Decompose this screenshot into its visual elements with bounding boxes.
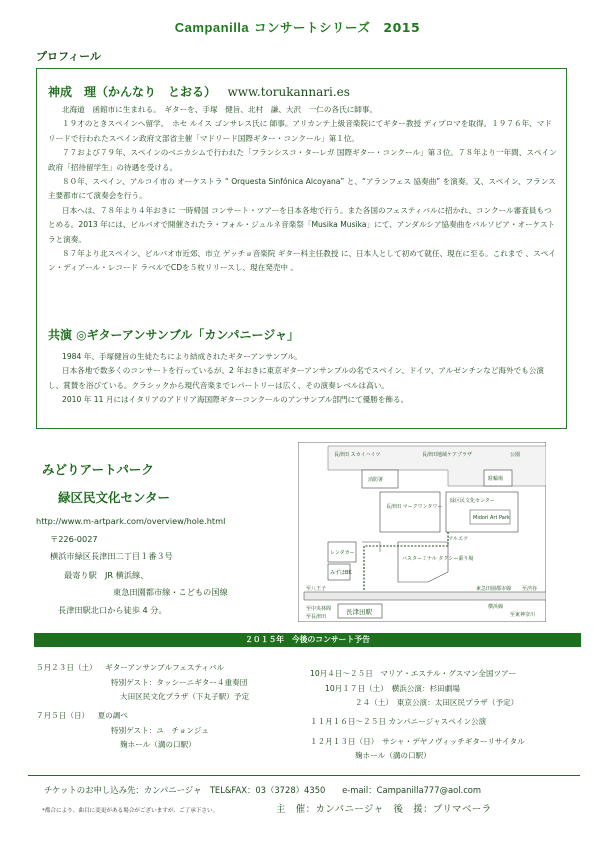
event-detail: 麹ホール（溝の口駅） [355,751,431,760]
map-label: 長津田駅 [346,608,372,616]
event-may [36,662,224,673]
bio-paragraph: ８７年より北スペイン、ビルバオ市近郊、市立 ゲッチョ音楽院 ギター科主任教授 に、日本人として初めて就任、現在に至る。これまで 、スペイン・ディアール・レコード ラベルでCDを５枚リリースし、現在発売中 。 [48,249,556,273]
event-detail: 大田区民文化プラザ（下丸子駅）予定 [120,692,250,701]
event-date: ７月５日（日） [36,711,90,720]
event-detail: 10月１７日（土） 横浜公演：杉田劇場 [325,684,460,693]
event-detail: 特別ゲスト：ユ チョンジュ [111,726,209,735]
ticket-contact: チケットのお申し込み先：カンパニージャ TEL&FAX：03（3728）4350 e-mail：Campanilla777@aol.com [44,785,482,795]
map-label: 長津田 マークワンタワー [386,504,443,510]
map-bus-terminal [398,542,448,582]
title-brand: Campanilla [174,20,250,35]
map-label: Midori Art Park [473,515,510,521]
ensemble-heading: 共演 ◎ギターアンサンブル「カンパニージャ」 [48,328,300,342]
event-date: ５月２３日（土） [36,663,97,672]
venue-url-link[interactable]: http://www.m-artpark.com/overview/hole.html [36,516,226,526]
map-label: 至八王子 [306,586,327,592]
map-label: 東急田園都市線 [476,586,512,592]
venue-address: 横浜市緑区長津田二丁目１番３号 [50,551,173,561]
event-detail: 特別ゲスト：タッシーニギター４重奏団 [111,678,248,687]
artist-url[interactable]: www.torukannari.es [227,85,350,99]
map-tower [380,492,443,532]
map-label: マルエツ [448,536,469,542]
footer-note: *都合により、曲目に変更がある場合がございますが、ご了承下さい。 [42,808,219,814]
ensemble-bio [48,350,558,408]
venue-hall-name: 緑区民文化センター [58,490,171,505]
map-label: 至中央林間 [306,606,332,612]
ensemble-paragraph: 1984 年、手塚健旨の生徒たちにより結成されたギターアンサンブル。 [62,352,302,361]
map-label: 緑区民文化センター [450,498,495,504]
bio-paragraph: ７７および７９年、スペインのベニカシムで行われた「フランシスコ・ターレガ 国際ギター・コンクール」第３位。７８年より一年間、スペイン政府「招待留学生」の待遇を受ける。 [48,148,557,172]
bio-paragraph: 北海道 函館市に生まれる。 ギターを、手塚 健旨、北村 謙、大沢 一仁の各氏に師事。 [62,105,378,114]
event-detail: ２４（土） 東京公演：太田区民プラザ（予定） [355,698,519,707]
map-label: 駐輪場 [488,476,504,482]
event-title: ギターアンサンブルフェスティバル [105,663,225,672]
bio-paragraph: １９才のときスペインへ留学。 ホセ ルイス ゴンサレス氏に 師事。アリカンテ上級音楽院にてギター教授 ディプロマを取得。１９７６年、マドリードで行われたスペイン政府文部省主催「マドリード国際ギター・コンクール」第１位。 [48,119,552,143]
venue-station-1: 最寄り駅 JR 横浜線、 [64,570,149,580]
ensemble-paragraph: 日本各地で数多くのコンサートを行っているが、2 年おきに東京ギターアンサンブルの名でスペイン、ドイツ、アルゼンチンなど海外でも公演し、賞賛を浴びている。クラシックから現代音楽までレパートリーは広く、その演奏レベルは高い。 [48,366,544,390]
venue-walk: 長津田駅北口から徒歩 4 分。 [58,605,167,615]
event-nov: １１月１６日〜２５日 カンパニージャスペイン公演 [310,717,487,726]
page-title [0,18,595,36]
artist-name: 神成 理（かんなり とおる） [48,85,217,99]
profile-label: プロフィール [36,50,101,63]
organizer: 主 催：カンパニージャ 後 援：プリマベーラ [276,804,492,815]
event-oct: 10月４日〜２５日 マリア・エステル・グスマン全国ツアー [310,669,517,678]
schedule-bar: ２０１５年 今後のコンサート予告 [34,633,581,647]
event-title: 夏の調べ [97,711,128,720]
title-series: コンサートシリーズ 2015 [254,20,421,35]
event-detail: 麹ホール（溝の口駅） [120,740,196,749]
ensemble-paragraph: 2010 年 11 月にはイタリアのアドリア海国際ギターコンクールのアンサンブル部門にて優勝を飾る。 [62,395,409,405]
event-dec: １２月１３日（日） サシャ・デヤノヴィッチギターリサイタル [310,737,525,746]
map-label: 至東神奈川 [510,612,536,618]
map-railway [304,592,546,600]
venue-name: みどりアートパーク [42,462,154,477]
map-label: 至渋谷 [522,586,538,592]
artist-name-line [48,83,350,100]
map-label: 公園 [510,452,521,458]
map-label: 長津田地域ケアプラザ [422,452,473,458]
map-label: 長津田 スカイハイツ [334,452,381,458]
map-label: みずほBK [330,570,352,576]
event-july [36,710,128,721]
bio-paragraph: 日本へは、７８年より４年おきに 一時帰国 コンサート・ツアーを日本各地で行う。また各国のフェスティバルに招かれ、コンクール審査員もつとめる。2013 年には、ビルバオで開催されたラ・フォル・ジュルネ音楽祭「Musika Musika」にて、アンダルシア協奏曲をバルソビア・オーケストラと演奏。 [48,205,556,244]
map-label: レンタカー [330,550,355,556]
map-label: バスターミナル タクシー乗り場 [402,556,474,562]
bio-paragraph: ８０年、スペイン、アルコイ市の オーケストラ “ Orquesta Sinfónica Alcoyana” と、“アランフェス 協奏曲” を演奏。又、スペイン、フランス主要都市にて演奏会を行う。 [48,177,556,201]
map-label: 至長津田 [306,614,327,620]
access-map [298,442,546,622]
footer-divider [28,775,580,776]
venue-station-2: 東急田園都市線・こどもの国線 [113,587,228,597]
artist-bio [48,103,558,276]
map-label: 消防署 [368,477,384,483]
venue-zip: 〒226-0027 [50,534,98,544]
map-label: 横浜線 [488,604,504,610]
